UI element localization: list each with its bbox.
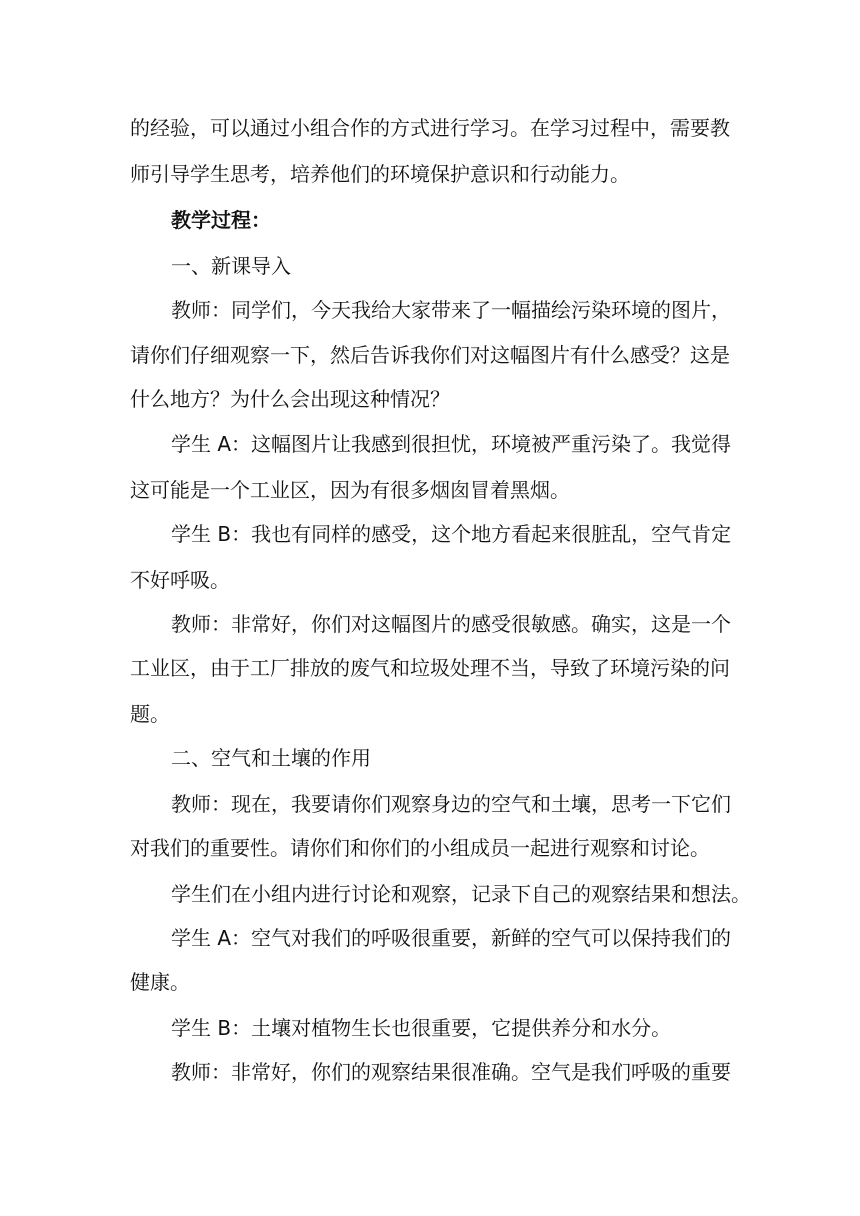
text-line: 这可能是一个工业区，因为有很多烟囱冒着黑烟。 <box>130 478 570 502</box>
text-line: 教师：非常好，你们对这幅图片的感受很敏感。确实，这是一个 <box>171 612 731 636</box>
text-line: 请你们仔细观察一下，然后告诉我你们对这幅图片有什么感受？这是 <box>130 343 730 367</box>
text-line: 教师：同学们，今天我给大家带来了一幅描绘污染环境的图片， <box>171 298 731 322</box>
text-line: 教师：现在，我要请你们观察身边的空气和土壤，思考一下它们 <box>171 792 731 816</box>
text-line: 师引导学生思考，培养他们的环境保护意识和行动能力。 <box>130 162 630 186</box>
text-line: 学生 B：土壤对植物生长也很重要，它提供养分和水分。 <box>171 1016 672 1040</box>
subsection-heading: 二、空气和土壤的作用 <box>171 746 371 770</box>
section-heading: 教学过程： <box>171 208 271 232</box>
text-line: 学生们在小组内进行讨论和观察，记录下自己的观察结果和想法。 <box>171 882 751 906</box>
text-line: 对我们的重要性。请你们和你们的小组成员一起进行观察和讨论。 <box>130 836 710 860</box>
text-line: 健康。 <box>130 970 190 994</box>
text-line: 什么地方？为什么会出现这种情况？ <box>130 387 450 411</box>
subsection-heading: 一、新课导入 <box>171 254 291 278</box>
text-line: 不好呼吸。 <box>130 568 230 592</box>
text-line: 学生 A：空气对我们的呼吸很重要，新鲜的空气可以保持我们的 <box>171 926 732 950</box>
text-line: 的经验，可以通过小组合作的方式进行学习。在学习过程中，需要教 <box>130 116 730 140</box>
text-line: 工业区，由于工厂排放的废气和垃圾处理不当，导致了环境污染的问 <box>130 656 730 680</box>
text-line: 题。 <box>130 702 170 726</box>
text-line: 学生 B：我也有同样的感受，这个地方看起来很脏乱，空气肯定 <box>171 522 732 546</box>
text-line: 学生 A：这幅图片让我感到很担忧，环境被严重污染了。我觉得 <box>171 432 732 456</box>
text-line: 教师：非常好，你们的观察结果很准确。空气是我们呼吸的重要 <box>171 1060 731 1084</box>
